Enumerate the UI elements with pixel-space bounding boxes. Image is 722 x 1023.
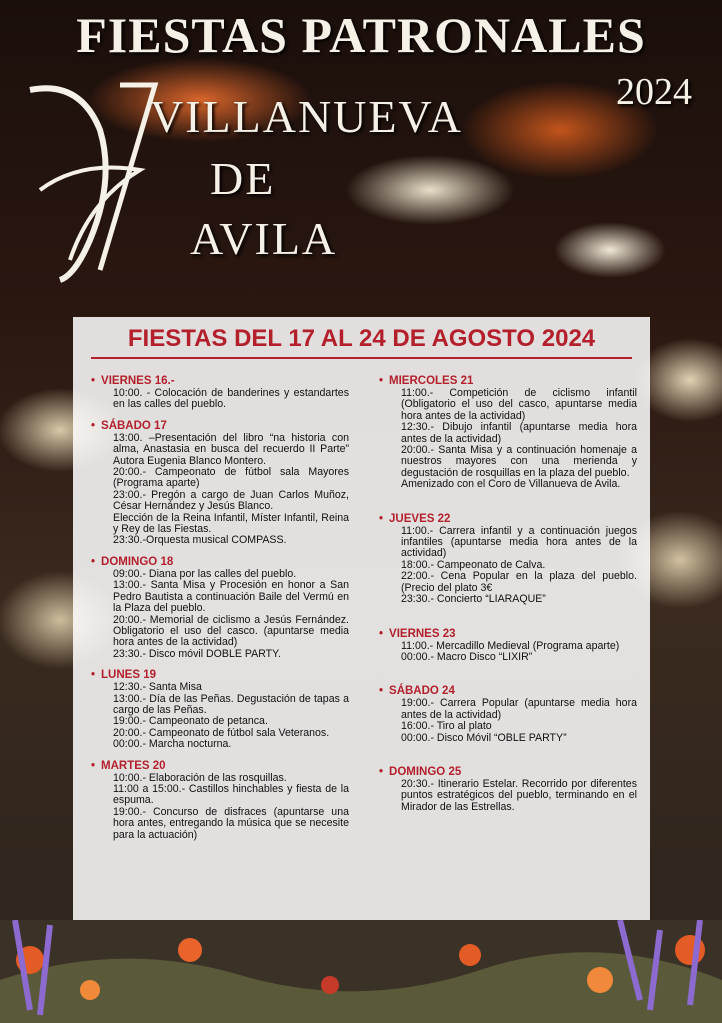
event-item: 11:00.- Mercadillo Medieval (Programa aparte) [401, 639, 620, 652]
day-heading: • MIERCOLES 21 [379, 375, 637, 388]
town-name-line2: DE [210, 153, 276, 204]
event-item: 23:30.- Concierto “LIARAQUE” [401, 593, 546, 606]
town-name-line3: AVILA [190, 213, 338, 264]
event-item: 13:00.- Santa Misa y Procesión en honor a San Pedro Bautista a continuación Baile del Vermú en la Plaza del pueblo. [113, 579, 349, 615]
event-item: 00:00.- Disco Móvil “OBLE PARTY” [401, 731, 567, 744]
event-item: 12:30.- Dibujo infantil (apuntarse media hora antes de la actividad) [401, 421, 637, 445]
event-item: 20:30.- Itinerario Estelar. Recorrido por diferentes puntos estratégicos del pueblo, terminando en el Mirador de las Estrellas. [401, 777, 637, 813]
event-item: 11:00.- Competición de ciclismo infantil (Obligatorio el uso del casco, apuntarse media hora antes de la actividad) [401, 387, 637, 422]
event-item: 22:00.- Cena Popular en la plaza del pueblo. (Precio del plato 3€ [401, 570, 637, 594]
day-heading: • DOMINGO 18 [91, 556, 349, 569]
event-item: 23:30.- Disco móvil DOBLE PARTY. [113, 647, 281, 660]
event-item: Elección de la Reina Infantil, Míster Infantil, Reina y Rey de las Fiestas. [113, 511, 349, 536]
event-item: 13:00. –Presentación del libro “na historia con alma, Anastasia en busca del recuerdo II Parte” Autora Eugenia Blanco Montero. [113, 431, 349, 467]
event-item: 11:00.- Carrera infantil y a continuación juegos infantiles (apuntarse media hora antes de la actividad) [401, 524, 637, 560]
event-item: 18:00.- Campeonato de Calva. [401, 558, 546, 571]
event-item: 20:00.- Santa Misa y a continuación homenaje a nuestros mayores con una merienda y degustación de rosquillas en la plaza del pueblo. [401, 444, 637, 479]
day-heading: • MARTES 20 [91, 760, 349, 773]
day-heading: • DOMINGO 25 [379, 766, 637, 779]
event-item: 20:00.- Campeonato de fútbol sala Mayores (Programa aparte) [113, 466, 349, 490]
poster-title: FIESTAS PATRONALES [76, 7, 646, 63]
day-heading: • SÁBADO 24 [379, 685, 637, 698]
day-heading: • SÁBADO 17 [91, 420, 349, 433]
event-item: 00:00.- Marcha nocturna. [113, 738, 232, 751]
program-column-left [91, 375, 349, 841]
event-item: 19:00.- Carrera Popular (apuntarse media hora antes de la actividad) [401, 697, 637, 721]
event-item: 19:00.- Concurso de disfraces (apuntarse una hora antes, entregando la música que se necesite para la actuación) [113, 805, 349, 841]
event-item: 16:00.- Tiro al plato [401, 720, 492, 733]
event-item: 20:00.- Memorial de ciclismo a Jesús Fernández. Obligatorio el uso del casco. (apuntarse media hora antes de la actividad) [113, 613, 349, 649]
day-heading: • JUEVES 22 [379, 513, 637, 526]
heading-underline [91, 357, 632, 359]
event-item: 10:00. - Colocación de banderines y estandartes en las calles del pueblo. [113, 387, 349, 411]
day-heading: • LUNES 19 [91, 669, 349, 682]
event-item: 11:00 a 15:00.- Castillos hinchables y fiesta de la espuma. [113, 782, 349, 807]
event-item: Amenizado con el Coro de Villanueva de Avila. [401, 478, 621, 491]
event-item: 12:30.- Santa Misa [113, 681, 202, 694]
event-item: 23:30.-Orquesta musical COMPASS. [113, 534, 287, 547]
program-column-right [379, 375, 637, 813]
event-item: 00:00.- Macro Disco “LIXIR” [401, 650, 533, 663]
event-item: 20:00.- Campeonato de fútbol sala Veteranos. [113, 726, 330, 739]
poster-year: 2024 [616, 71, 692, 113]
town-name-line1: VILLANUEVA [150, 91, 464, 142]
event-item: 09:00.- Diana por las calles del pueblo. [113, 567, 297, 580]
day-heading: • VIERNES 16.- [91, 375, 349, 388]
event-item: 19:00.- Campeonato de petanca. [113, 715, 268, 728]
program-panel [73, 317, 650, 920]
event-item: 13:00.- Día de las Peñas. Degustación de tapas a cargo de las Peñas. [113, 692, 349, 716]
day-heading: • VIERNES 23 [379, 628, 637, 641]
event-item: 10:00.- Elaboración de las rosquillas. [113, 771, 287, 784]
event-item: 23:00.- Pregón a cargo de Juan Carlos Muñoz, César Hernández y Jesús Blanco. [113, 488, 349, 513]
flower-decoration [0, 920, 722, 1023]
program-heading: FIESTAS DEL 17 AL 24 DE AGOSTO 2024 [127, 325, 596, 352]
